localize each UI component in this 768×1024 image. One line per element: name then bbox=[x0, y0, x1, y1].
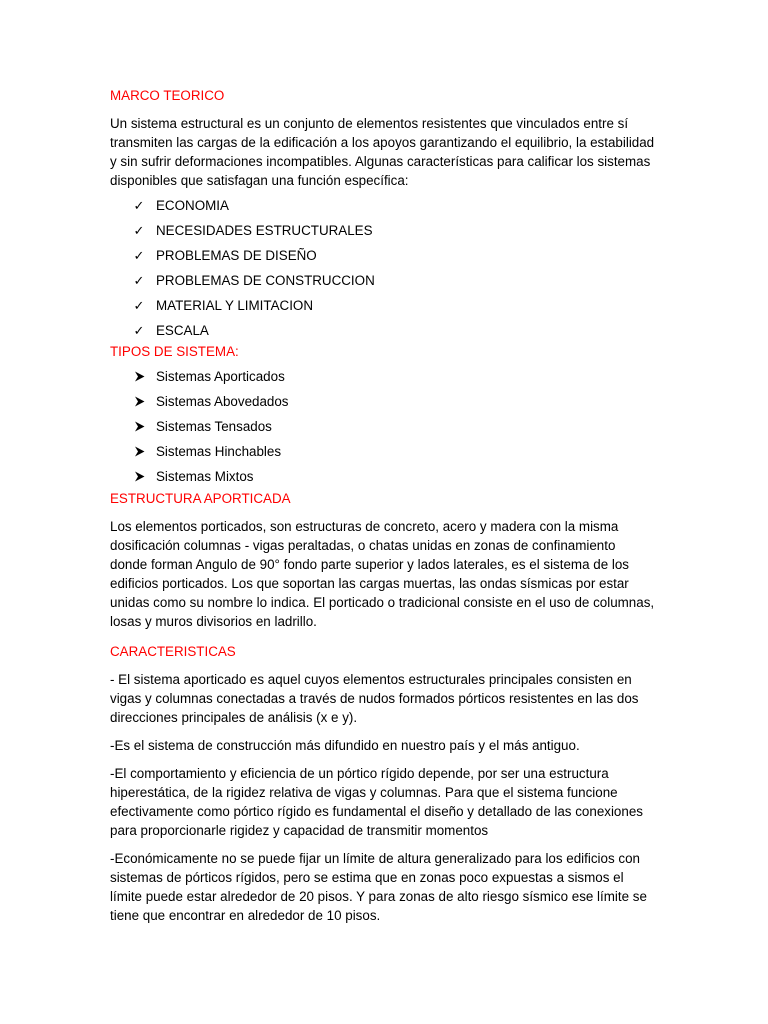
arrowhead-bullet-icon bbox=[132, 389, 146, 414]
list-item bbox=[110, 218, 655, 243]
list-item-label: Sistemas Mixtos bbox=[156, 469, 254, 484]
list-item bbox=[110, 364, 655, 389]
list-item bbox=[110, 414, 655, 439]
check-mark-icon: ✓ bbox=[133, 223, 145, 238]
list-item bbox=[110, 193, 655, 218]
list-item-label: Sistemas Tensados bbox=[156, 419, 272, 434]
arrowhead-bullet-icon bbox=[132, 439, 146, 464]
check-mark-icon: ✓ bbox=[133, 298, 145, 313]
list-item-label: Sistemas Hinchables bbox=[156, 444, 282, 459]
list-item-label: ESCALA bbox=[156, 323, 209, 338]
arrowhead-bullet-icon bbox=[132, 464, 146, 489]
list-item bbox=[110, 439, 655, 464]
arrow-list-tipos bbox=[110, 364, 655, 489]
document-content bbox=[110, 86, 655, 925]
check-list-caracteristicas bbox=[110, 193, 655, 343]
check-mark-icon: ✓ bbox=[133, 198, 145, 213]
paragraph-caracteristica: -El comportamiento y eficiencia de un pórtico rígido depende, por ser una estructura hiperestática, de la rigidez relativa de vigas y columnas. Para que el sistema funcione efectivamente como pórtico rígido es fundamental el diseño y detallado de las conexiones para proporcionarle rigidez y capacidad de transmitir momentos bbox=[110, 766, 643, 838]
list-item-label: PROBLEMAS DE CONSTRUCCION bbox=[156, 273, 375, 288]
list-item-label: PROBLEMAS DE DISEÑO bbox=[156, 248, 317, 263]
list-item bbox=[110, 389, 655, 414]
list-item-label: NECESIDADES ESTRUCTURALES bbox=[156, 223, 373, 238]
check-mark-icon: ✓ bbox=[133, 273, 145, 288]
heading-estructura-aporticada: ESTRUCTURA APORTICADA bbox=[110, 491, 291, 506]
list-item bbox=[110, 293, 655, 318]
paragraph-marco-teorico: Un sistema estructural es un conjunto de elementos resistentes que vinculados entre sí transmiten las cargas de la edificación a los apoyos garantizando el equilibrio, la estabilidad y sin sufrir deformaciones incompatibles. Algunas características para calificar los sistemas disponibles que satisfagan una función específica: bbox=[110, 116, 655, 188]
list-item-label: Sistemas Aporticados bbox=[156, 369, 285, 384]
heading-marco-teorico: MARCO TEORICO bbox=[110, 88, 225, 103]
list-item-label: ECONOMIA bbox=[156, 198, 229, 213]
list-item bbox=[110, 464, 655, 489]
paragraph-caracteristica: -Económicamente no se puede fijar un límite de altura generalizado para los edificios con sistemas de pórticos rígidos, pero se estima que en zonas poco expuestas a sismos el límite puede estar alrededor de 20 pisos. Y para zonas de alto riesgo sísmico ese límite se tiene que encontrar en alrededor de 10 pisos. bbox=[110, 851, 647, 923]
paragraph-caracteristica: - El sistema aporticado es aquel cuyos elementos estructurales principales consisten en vigas y columnas conectadas a través de nudos formados pórticos resistentes en las dos direcciones principales de análisis (x e y). bbox=[110, 672, 639, 725]
check-mark-icon: ✓ bbox=[133, 323, 145, 338]
list-item bbox=[110, 243, 655, 268]
arrowhead-bullet-icon bbox=[132, 364, 146, 389]
paragraph-estructura-aporticada: Los elementos porticados, son estructuras de concreto, acero y madera con la misma dosificación columnas - vigas peraltadas, o chatas unidas en zonas de confinamiento donde forman Angulo de 90° fondo parte superior y lados laterales, es el sistema de los edificios porticados. Los que soportan las cargas muertas, las ondas sísmicas por estar unidas como su nombre lo indica. El porticado o tradicional consiste en el uso de columnas, losas y muros divisorios en ladrillo. bbox=[110, 519, 655, 629]
heading-tipos-de-sistema: TIPOS DE SISTEMA: bbox=[110, 344, 239, 359]
check-mark-icon: ✓ bbox=[133, 248, 145, 263]
list-item bbox=[110, 268, 655, 293]
list-item-label: Sistemas Abovedados bbox=[156, 394, 289, 409]
arrowhead-bullet-icon bbox=[132, 414, 146, 439]
heading-caracteristicas: CARACTERISTICAS bbox=[110, 644, 236, 659]
list-item bbox=[110, 318, 655, 343]
list-item-label: MATERIAL Y LIMITACION bbox=[156, 298, 313, 313]
paragraph-caracteristica: -Es el sistema de construcción más difundido en nuestro país y el más antiguo. bbox=[110, 738, 580, 753]
